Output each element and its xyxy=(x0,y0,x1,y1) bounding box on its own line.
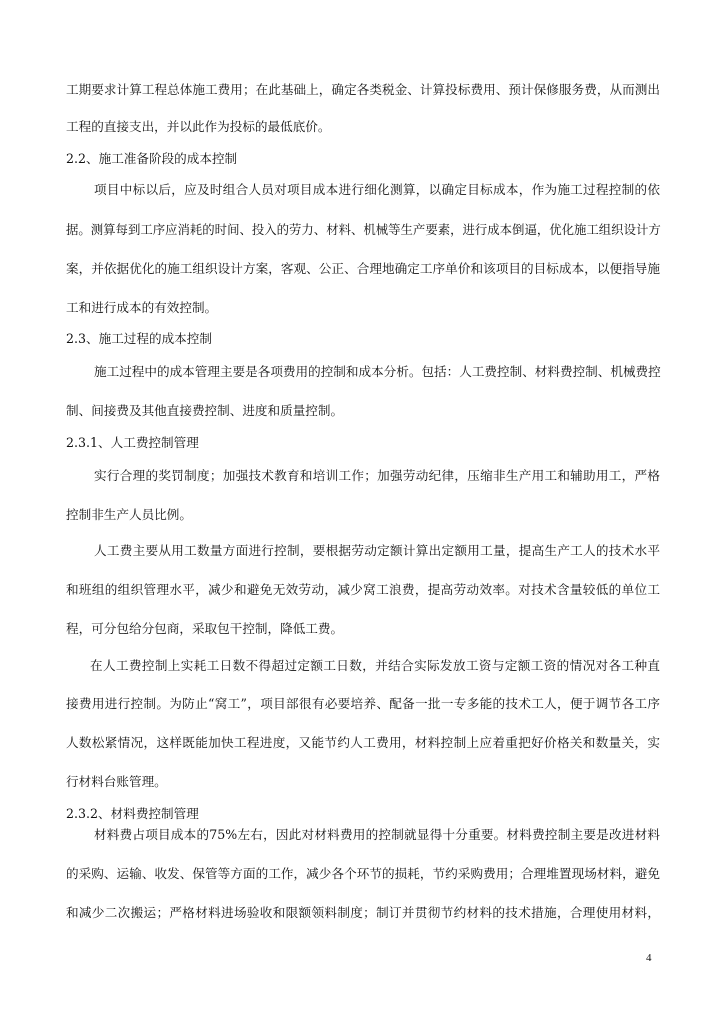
section-heading: 2.3.1、人工费控制管理 xyxy=(66,435,199,450)
paragraph-line: 在人工费控制上实耗工日数不得超过定额工日数，并结合实际发放工资与定额工资的情况对各工种直 xyxy=(90,658,660,673)
paragraph-line: 案，并依据优化的施工组织设计方案，客观、公正、合理地确定工序单价和该项目的目标成本，以便指导施 xyxy=(66,261,660,276)
paragraph-line: 工期要求计算工程总体施工费用；在此基础上，确定各类税金、计算投标费用、预计保修服务费，从而测出 xyxy=(66,82,660,97)
paragraph-line: 工和进行成本的有效控制。 xyxy=(66,300,218,315)
paragraph-line: 程，可分包给分包商，采取包干控制，降低工费。 xyxy=(66,621,344,636)
paragraph-line: 控制非生产人员比例。 xyxy=(66,507,192,522)
paragraph-line: 项目中标以后，应及时组合人员对项目成本进行细化测算，以确定目标成本，作为施工过程控制的依 xyxy=(94,182,660,197)
paragraph-line: 和班组的组织管理水平，减少和避免无效劳动，减少窝工浪费，提高劳动效率。对技术含量较低的单位工 xyxy=(66,582,660,597)
page-number: 4 xyxy=(646,952,652,964)
paragraph-line: 施工过程中的成本管理主要是各项费用的控制和成本分析。包括：人工费控制、材料费控制、机械费控 xyxy=(94,364,661,379)
section-heading: 2.2、施工准备阶段的成本控制 xyxy=(66,151,238,166)
paragraph-line: 接费用进行控制。为防止“窝工”，项目部很有必要培养、配备一批一专多能的技术工人，便于调节各工序 xyxy=(66,696,660,711)
paragraph-line: 人工费主要从用工数量方面进行控制，要根据劳动定额计算出定额用工量，提高生产工人的技术水平 xyxy=(94,543,660,558)
paragraph-line: 的采购、运输、收发、保管等方面的工作，减少各个环节的损耗，节约采购费用；合理堆置现场材料，避免 xyxy=(66,866,660,881)
paragraph-line: 实行合理的奖罚制度；加强技术教育和培训工作；加强劳动纪律，压缩非生产用工和辅助用工，严格 xyxy=(94,468,660,483)
paragraph-line: 和减少二次搬运；严格材料进场验收和限额领料制度；制订并贯彻节约材料的技术措施，合理使用材料， xyxy=(66,905,660,920)
paragraph-line: 行材料台账管理。 xyxy=(66,774,167,789)
section-heading: 2.3、施工过程的成本控制 xyxy=(66,331,212,346)
paragraph-line: 据。测算每到工序应消耗的时间、投入的劳力、材料、机械等生产要素，进行成本倒逼，优化施工组织设计方 xyxy=(66,222,661,237)
section-heading: 2.3.2、材料费控制管理 xyxy=(66,806,199,821)
paragraph-line: 工程的直接支出，并以此作为投标的最低底价。 xyxy=(66,119,331,134)
paragraph-line: 材料费占项目成本的75%左右，因此对材料费用的控制就显得十分重要。材料费控制主要是改进材料 xyxy=(94,827,660,842)
paragraph-line: 制、间接费及其他直接费控制、进度和质量控制。 xyxy=(66,403,344,418)
paragraph-line: 人数松紧情况，这样既能加快工程进度，又能节约人工费用，材料控制上应着重把好价格关和数量关，实 xyxy=(66,735,660,750)
